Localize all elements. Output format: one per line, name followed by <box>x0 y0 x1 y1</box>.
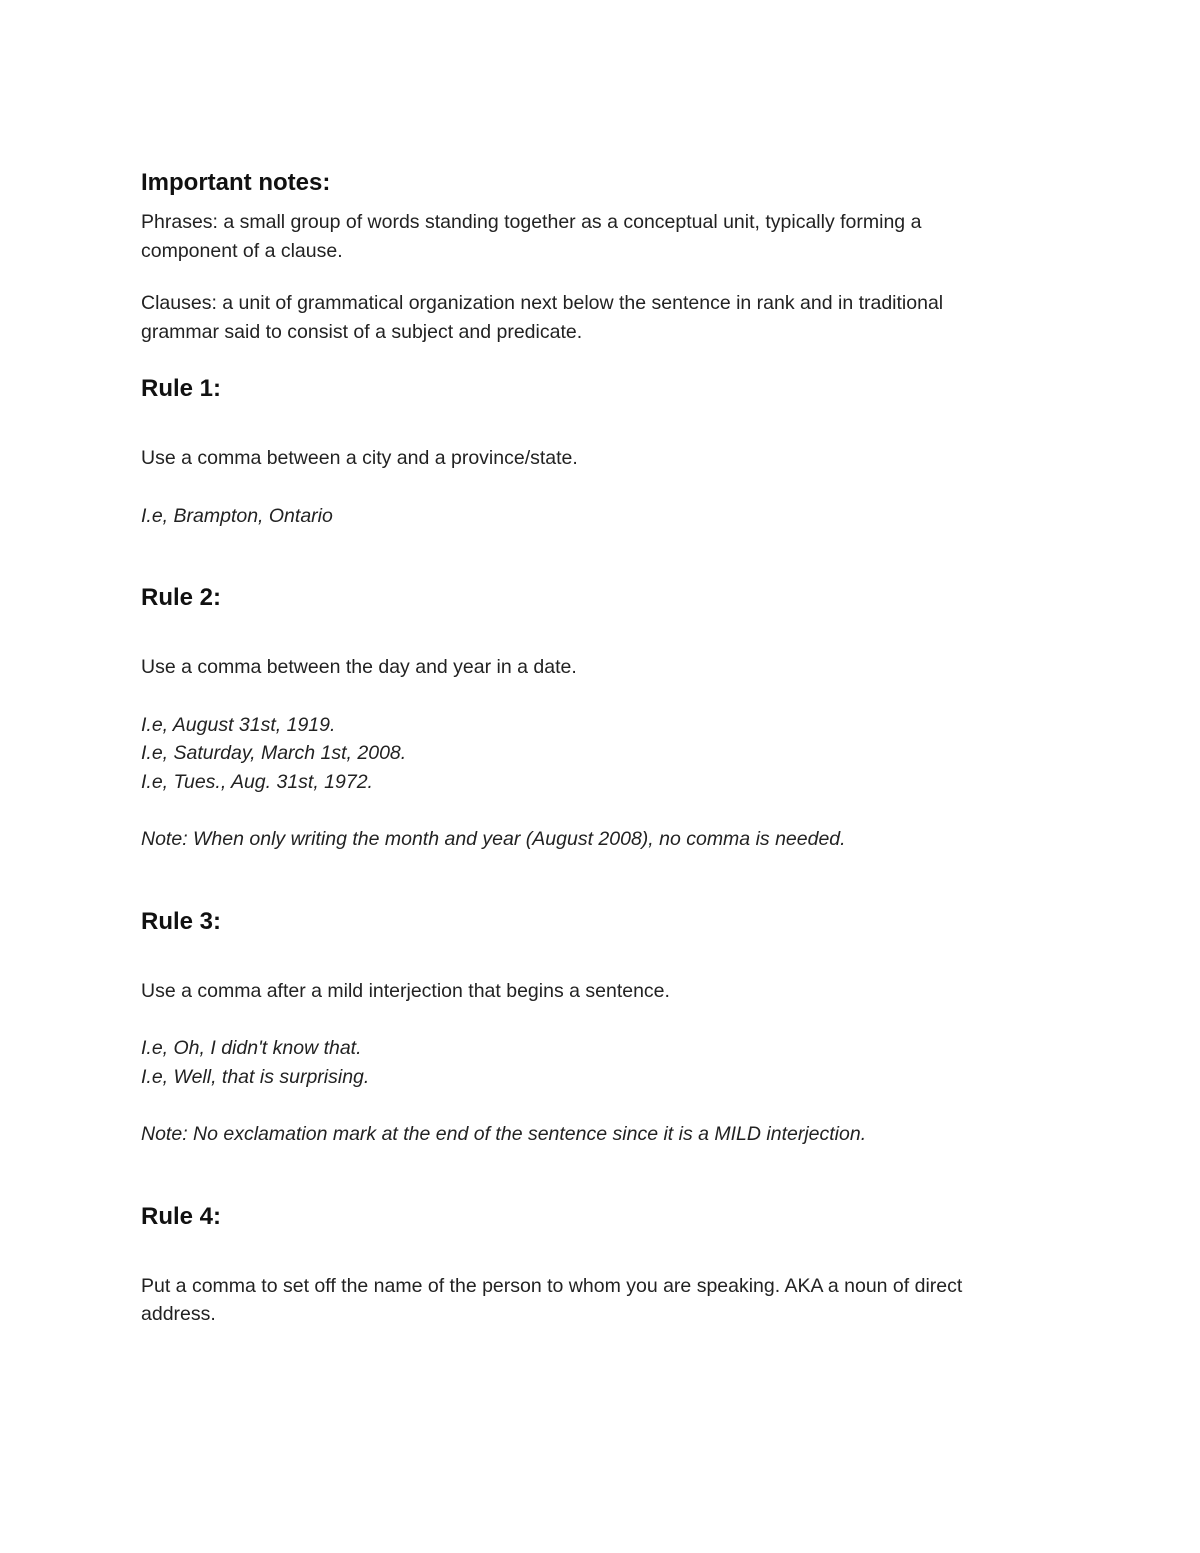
rule-2-example-1: I.e, August 31st, 1919. <box>141 713 336 736</box>
rule-1-example-1: I.e, Brampton, Ontario <box>141 504 333 527</box>
rule-2-note: Note: When only writing the month and year (August 2008), no comma is needed. <box>141 828 846 850</box>
rule-2-example-2: I.e, Saturday, March 1st, 2008. <box>141 742 407 764</box>
rule-4-text-line2: address. <box>141 1303 216 1325</box>
important-notes-heading: Important notes: <box>141 169 331 196</box>
phrases-definition-line1: Phrases: a small group of words standing together as a conceptual unit, typically forming a <box>141 211 922 233</box>
rule-2-heading: Rule 2: <box>141 584 222 611</box>
phrases-definition-line2: component of a clause. <box>141 239 343 262</box>
clauses-definition-line1: Clauses: a unit of grammatical organization next below the sentence in rank and in traditional <box>141 292 944 314</box>
rule-3-heading: Rule 3: <box>141 907 222 935</box>
rule-3-note: Note: No exclamation mark at the end of the sentence since it is a MILD interjection. <box>141 1123 867 1145</box>
document-page <box>141 168 1071 1329</box>
rule-4-text-line1: Put a comma to set off the name of the person to whom you are speaking. AKA a noun of direct <box>141 1274 963 1297</box>
rule-3-text: Use a comma after a mild interjection that begins a sentence. <box>141 979 670 1002</box>
rule-1-heading: Rule 1: <box>141 375 222 402</box>
rule-2-text: Use a comma between the day and year in a date. <box>141 656 577 678</box>
rule-3-example-1: I.e, Oh, I didn't know that. <box>141 1037 362 1059</box>
clauses-definition-line2: grammar said to consist of a subject and predicate. <box>141 320 583 343</box>
rule-4-heading: Rule 4: <box>141 1202 222 1230</box>
rule-1-text: Use a comma between a city and a province/state. <box>141 447 578 469</box>
rule-3-example-2: I.e, Well, that is surprising. <box>141 1065 370 1088</box>
rule-2-example-3: I.e, Tues., Aug. 31st, 1972. <box>141 770 373 793</box>
